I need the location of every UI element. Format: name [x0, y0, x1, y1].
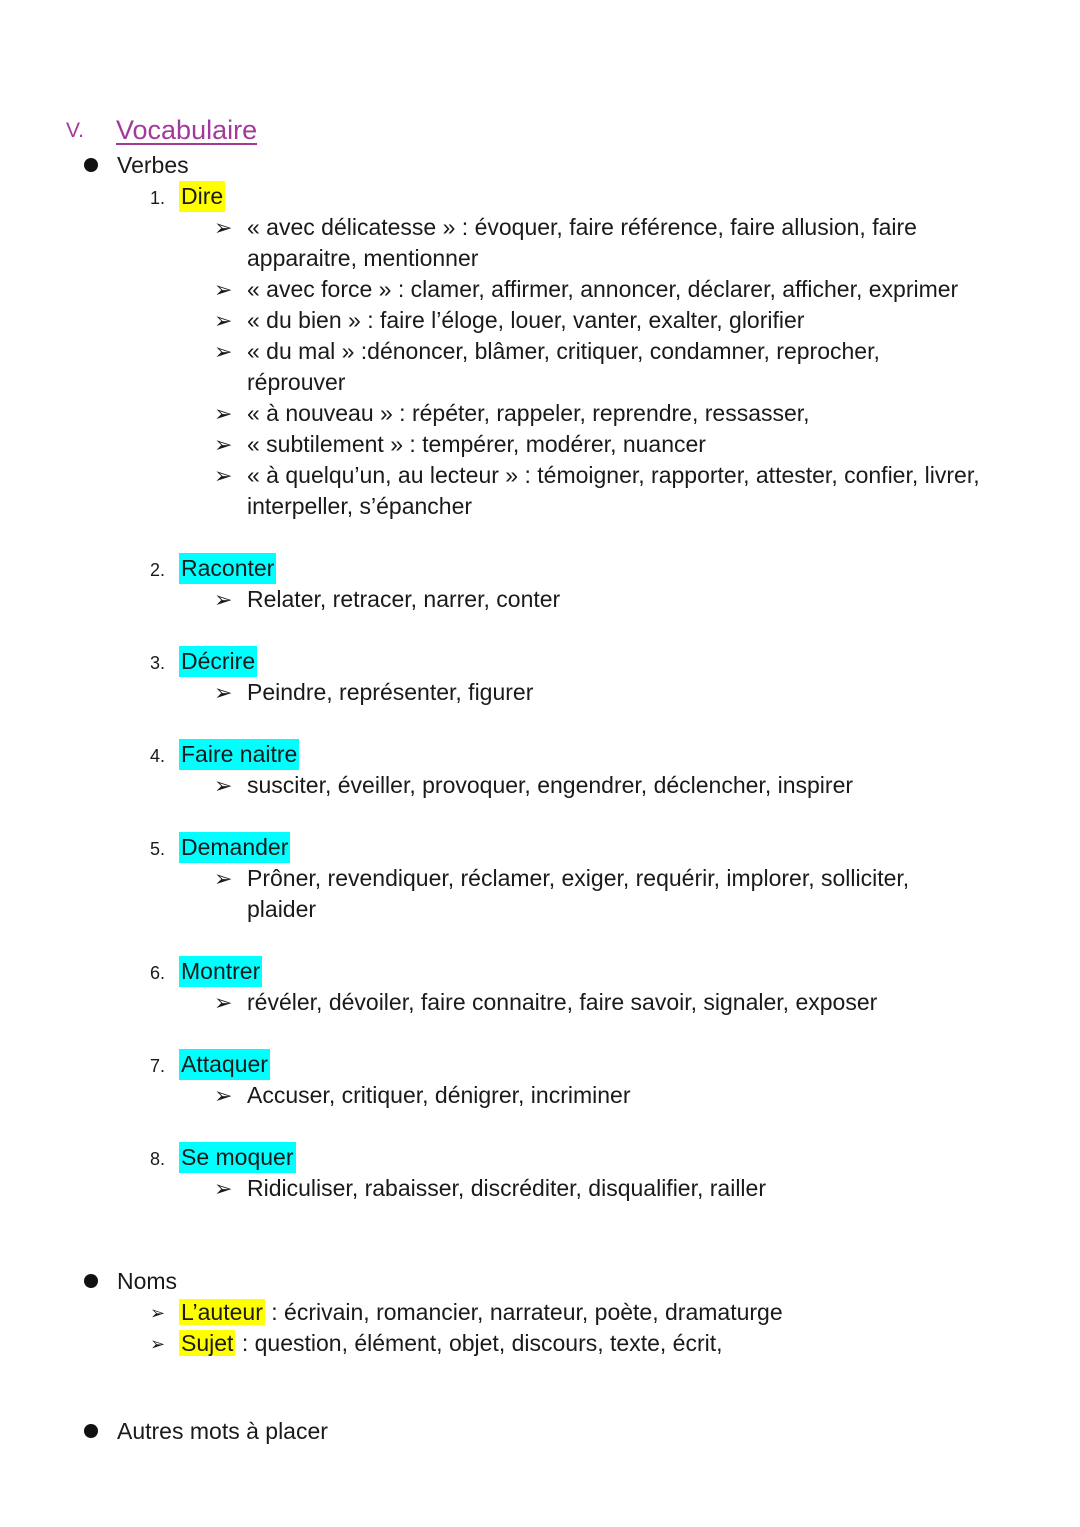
arrow-icon: ➢ — [214, 308, 233, 333]
arrow-icon: ➢ — [214, 773, 233, 798]
arrow-icon: ➢ — [214, 463, 233, 488]
noms-rest: : écrivain, romancier, narrateur, poète, dramaturge — [264, 1299, 783, 1325]
section-title: Vocabulaire — [116, 115, 258, 145]
faire-naitre-title: Faire naitre — [179, 739, 299, 770]
noms-item — [181, 1297, 783, 1328]
dire-number: 1. — [150, 188, 166, 208]
noms-item — [181, 1328, 723, 1359]
attaquer-number: 7. — [150, 1056, 166, 1076]
se-moquer-title: Se moquer — [179, 1142, 296, 1173]
dire-line: « à nouveau » : répéter, rappeler, reprendre, ressasser, — [247, 400, 810, 426]
section-number: V. — [66, 119, 84, 142]
montrer-title: Montrer — [179, 956, 262, 987]
arrow-icon: ➢ — [214, 277, 233, 302]
se-moquer-line: Ridiculiser, rabaisser, discréditer, disqualifier, railler — [247, 1175, 766, 1201]
arrow-icon: ➢ — [214, 866, 233, 891]
demander-line: Prôner, revendiquer, réclamer, exiger, requérir, implorer, solliciter, — [247, 865, 910, 891]
arrow-icon: ➢ — [214, 990, 233, 1015]
attaquer-line: Accuser, critiquer, dénigrer, incriminer — [247, 1082, 631, 1108]
arrow-icon: ➢ — [214, 1083, 233, 1108]
arrow-icon: ➢ — [214, 680, 233, 705]
arrow-icon: ➢ — [214, 215, 233, 240]
verbes-label: Verbes — [117, 152, 189, 178]
demander-line: plaider — [247, 896, 317, 922]
arrow-icon: ➢ — [214, 1176, 233, 1201]
montrer-number: 6. — [150, 963, 166, 983]
faire-naitre-number: 4. — [150, 746, 166, 766]
demander-title: Demander — [179, 832, 290, 863]
se-moquer-number: 8. — [150, 1149, 166, 1169]
dire-line: « subtilement » : tempérer, modérer, nuancer — [247, 431, 706, 457]
autres-label: Autres mots à placer — [117, 1418, 328, 1444]
attaquer-title: Attaquer — [179, 1049, 270, 1080]
arrow-icon: ➢ — [214, 401, 233, 426]
noms-term: L’auteur — [181, 1299, 263, 1325]
arrow-icon: ➢ — [150, 1334, 166, 1354]
raconter-line: Relater, retracer, narrer, conter — [247, 586, 561, 612]
dire-line: apparaitre, mentionner — [247, 245, 479, 271]
bullet-icon — [84, 1274, 98, 1288]
arrow-icon: ➢ — [150, 1303, 166, 1323]
dire-line: « du bien » : faire l’éloge, louer, vanter, exalter, glorifier — [247, 307, 805, 333]
bullet-icon — [84, 158, 98, 172]
arrow-icon: ➢ — [214, 339, 233, 364]
raconter-number: 2. — [150, 560, 166, 580]
noms-label: Noms — [117, 1268, 178, 1294]
dire-title: Dire — [179, 181, 225, 212]
noms-term: Sujet — [181, 1330, 234, 1356]
faire-naitre-line: susciter, éveiller, provoquer, engendrer, déclencher, inspirer — [247, 772, 854, 798]
bullet-icon — [84, 1424, 98, 1438]
demander-number: 5. — [150, 839, 166, 859]
decrire-line: Peindre, représenter, figurer — [247, 679, 534, 705]
noms-rest: : question, élément, objet, discours, texte, écrit, — [235, 1330, 723, 1356]
raconter-title: Raconter — [179, 553, 276, 584]
arrow-icon: ➢ — [214, 587, 233, 612]
dire-line: « avec force » : clamer, affirmer, annoncer, déclarer, afficher, exprimer — [247, 276, 959, 302]
dire-line: « à quelqu’un, au lecteur » : témoigner, rapporter, attester, confier, livrer, — [247, 462, 980, 488]
decrire-number: 3. — [150, 653, 166, 673]
dire-line: réprouver — [247, 369, 346, 395]
montrer-line: révéler, dévoiler, faire connaitre, faire savoir, signaler, exposer — [247, 989, 878, 1015]
dire-line: interpeller, s’épancher — [247, 493, 473, 519]
arrow-icon: ➢ — [214, 432, 233, 457]
dire-line: « du mal » :dénoncer, blâmer, critiquer, condamner, reprocher, — [247, 338, 880, 364]
dire-line: « avec délicatesse » : évoquer, faire référence, faire allusion, faire — [247, 214, 917, 240]
decrire-title: Décrire — [179, 646, 257, 677]
